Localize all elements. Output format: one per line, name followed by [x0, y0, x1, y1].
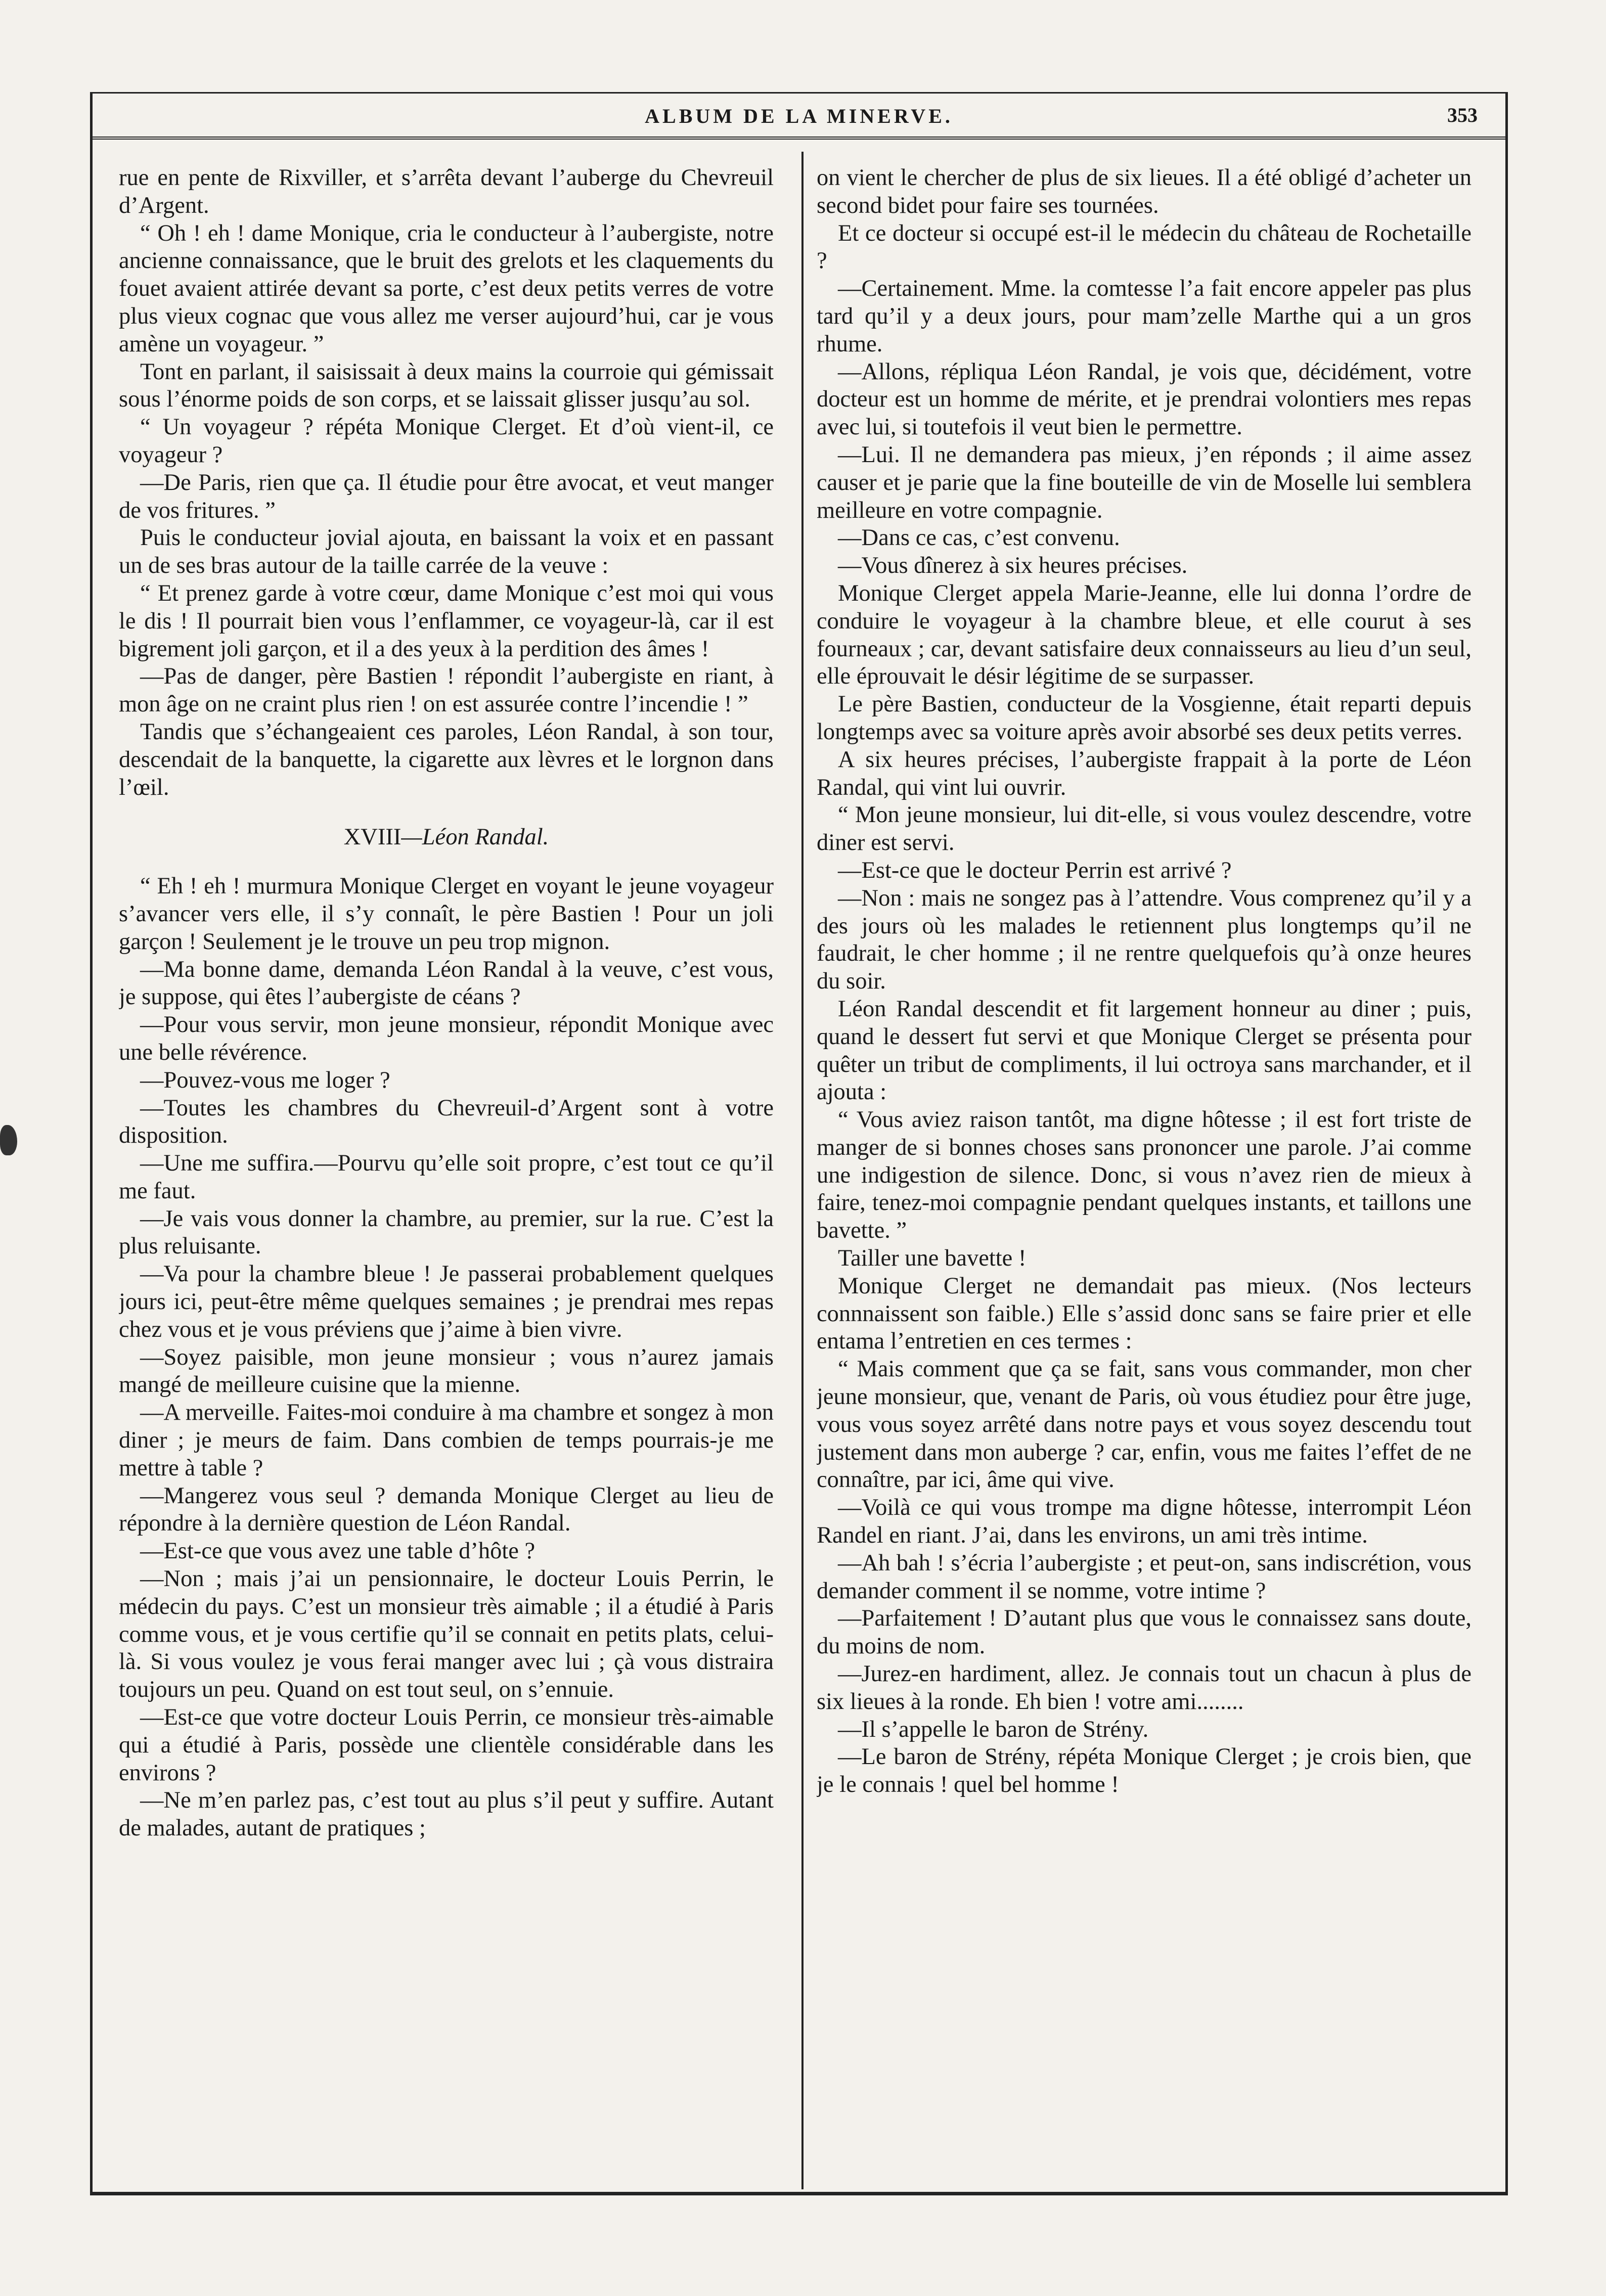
paragraph: —De Paris, rien que ça. Il étudie pour être avocat, et veut manger de vos fritures. ” [119, 469, 774, 523]
paragraph: —Dans ce cas, c’est convenu. [838, 525, 1120, 551]
column-divider [801, 152, 804, 2189]
paragraph: —Voilà ce qui vous trompe ma digne hôtesse, interrompit Léon Randel en riant. J’ai, dans les environs, un ami très intime. [817, 1495, 1471, 1549]
paragraph: —Jurez-en hardiment, allez. Je connais tout un chacun à plus de six lieues à la ronde. Eh bien ! votre ami........ [817, 1661, 1471, 1715]
paragraph: Tailler une bavette ! [838, 1245, 1027, 1272]
right-column [817, 164, 1471, 2182]
running-header [90, 99, 1508, 140]
paragraph: —Pas de danger, père Bastien ! répondit l’aubergiste en riant, à mon âge on ne craint plus rien ! on est assurée contre l’incendie ! ” [119, 663, 774, 717]
paragraph: —Parfaitement ! D’autant plus que vous le connaissez sans doute, du moins de nom. [817, 1605, 1471, 1659]
paragraph: —Est-ce que votre docteur Louis Perrin, ce monsieur très-aimable qui a étudié à Paris, possède une clientèle considérable dans les environs ? [119, 1704, 774, 1786]
chapter-number: XVIII [343, 824, 402, 850]
paragraph: —Va pour la chambre bleue ! Je passerai probablement quelques jours ici, peut-être même quelques semaines ; je prendrai mes repas chez vous et je vous préviens que j’aime à bien vivre. [119, 1261, 774, 1342]
paragraph: —Est-ce que vous avez une table d’hôte ? [140, 1538, 536, 1564]
chapter-heading [119, 824, 774, 851]
paragraph: “ Mais comment que ça se fait, sans vous commander, mon cher jeune monsieur, que, venant de Paris, où vous étudiez pour être juge, vous vous soyez arrêté dans notre pays et vous soyez descendu tout justement dans mon auberge ? car, enfin, vous me faites l’effet de ne connaître, par ici, âme qui vive. [817, 1356, 1471, 1493]
left-column [119, 164, 774, 2182]
paragraph: —Pour vous servir, mon jeune monsieur, répondit Monique avec une belle révérence. [119, 1012, 774, 1065]
paragraph: Le père Bastien, conducteur de la Vosgienne, était reparti depuis longtemps avec sa voiture après avoir absorbé ses deux petits verres. [817, 691, 1471, 745]
paragraph: —Toutes les chambres du Chevreuil-d’Argent sont à votre disposition. [119, 1095, 774, 1149]
paragraph: —Ma bonne dame, demanda Léon Randal à la veuve, c’est vous, je suppose, qui êtes l’aubergiste de céans ? [119, 956, 774, 1010]
paragraph: Léon Randal descendit et fit largement honneur au diner ; puis, quand le dessert fut servi et que Monique Clerget se présenta pour quêter un tribut de compliments, il lui octroya sans marchander, et il ajouta : [817, 996, 1471, 1105]
paragraph: —Non : mais ne songez pas à l’attendre. Vous comprenez qu’il y a des jours où les malades le retiennent plus longtemps qu’il ne faudrait, le cher homme ; il ne rentre quelquefois qu’à onze heures du soir. [817, 885, 1471, 995]
paragraph: Monique Clerget ne demandait pas mieux. (Nos lecteurs connnaissent son faible.) Elle s’assid donc sans se faire prier et elle entama l’entretien en ces termes : [817, 1273, 1471, 1355]
paragraph: —Il s’appelle le baron de Strény. [838, 1716, 1149, 1742]
paragraph: —Soyez paisible, mon jeune monsieur ; vous n’aurez jamais mangé de meilleure cuisine que la mienne. [119, 1344, 774, 1398]
paragraph: Monique Clerget appela Marie-Jeanne, elle lui donna l’ordre de conduire le voyageur à la chambre bleue, et elle courut à ses fourneaux ; car, devant satisfaire deux connaisseurs au lieu d’un seul, elle éprouvait le désir légitime de se surpasser. [817, 580, 1471, 690]
paragraph: —Est-ce que le docteur Perrin est arrivé ? [838, 857, 1232, 883]
paragraph: Et ce docteur si occupé est-il le médecin du château de Rochetaille ? [817, 220, 1471, 274]
paragraph: rue en pente de Rixviller, et s’arrêta devant l’auberge du Chevreuil d’Argent. [119, 165, 774, 218]
page-number: 353 [1447, 104, 1478, 126]
journal-title: ALBUM DE LA MINERVE. [645, 105, 953, 127]
paragraph: “ Eh ! eh ! murmura Monique Clerget en voyant le jeune voyageur s’avancer vers elle, il s’y connaît, le père Bastien ! Pour un joli garçon ! Seulement je le trouve un peu trop mignon. [119, 873, 774, 955]
paragraph: “ Et prenez garde à votre cœur, dame Monique c’est moi qui vous le dis ! Il pourrait bien vous l’enflammer, ce voyageur-là, car il est bigrement joli garçon, et il a des yeux à la perdition des âmes ! [119, 580, 774, 662]
paragraph: —A merveille. Faites-moi conduire à ma chambre et songez à mon diner ; je meurs de faim. Dans combien de temps pourrais-je me mettre à table ? [119, 1400, 774, 1481]
paragraph: “ Un voyageur ? répéta Monique Clerget. Et d’où vient-il, ce voyageur ? [119, 414, 774, 468]
paragraph: Tont en parlant, il saisissait à deux mains la courroie qui gémissait sous l’énorme poids de son corps, et se laissait glisser jusqu’au sol. [119, 358, 774, 413]
paragraph: —Je vais vous donner la chambre, au premier, sur la rue. C’est la plus reluisante. [119, 1205, 774, 1259]
paragraph: Tandis que s’échangeaient ces paroles, Léon Randal, à son tour, descendait de la banquette, la cigarette aux lèvres et le lorgnon dans l’œil. [119, 718, 774, 800]
paragraph: —Une me suffira.—Pourvu qu’elle soit propre, c’est tout ce qu’il me faut. [119, 1150, 774, 1204]
chapter-title: —Léon Randal. [401, 824, 549, 850]
paragraph: “ Mon jeune monsieur, lui dit-elle, si vous voulez descendre, votre diner est servi. [817, 802, 1471, 856]
margin-ink-mark [0, 1125, 17, 1155]
paragraph: —Ah bah ! s’écria l’aubergiste ; et peut-on, sans indiscrétion, vous demander comment il se nomme, votre intime ? [817, 1550, 1471, 1604]
paragraph: Puis le conducteur jovial ajouta, en baissant la voix et en passant un de ses bras autour de la taille carrée de la veuve : [119, 525, 774, 579]
paragraph: —Lui. Il ne demandera pas mieux, j’en réponds ; il aime assez causer et je parie que la fine bouteille de vin de Moselle lui semblera meilleure en votre compagnie. [817, 441, 1471, 523]
paragraph: —Mangerez vous seul ? demanda Monique Clerget au lieu de répondre à la dernière question de Léon Randal. [119, 1482, 774, 1537]
paragraph: —Pouvez-vous me loger ? [140, 1067, 390, 1093]
paragraph: “ Vous aviez raison tantôt, ma digne hôtesse ; il est fort triste de manger de si bonnes choses sans prononcer une parole. J’ai comme une indigestion de silence. Donc, si vous n’avez rien de mieux à faire, tenez-moi compagnie pendant quelques instants, et taillons une bavette. ” [817, 1107, 1471, 1244]
paragraph: —Allons, répliqua Léon Randal, je vois que, décidément, votre docteur est un homme de mérite, et je prendrai volontiers mes repas avec lui, si toutefois il veut bien le permettre. [817, 358, 1471, 440]
paragraph: —Certainement. Mme. la comtesse l’a fait encore appeler pas plus tard qu’il y a deux jours, pour mam’zelle Marthe qui a un gros rhume. [817, 276, 1471, 357]
paragraph: —Ne m’en parlez pas, c’est tout au plus s’il peut y suffire. Autant de malades, autant de pratiques ; [119, 1787, 774, 1841]
paragraph: —Vous dînerez à six heures précises. [838, 553, 1188, 579]
paragraph: —Le baron de Strény, répéta Monique Clerget ; je crois bien, que je le connais ! quel bel homme ! [817, 1744, 1471, 1798]
paragraph: A six heures précises, l’aubergiste frappait à la porte de Léon Randal, qui vint lui ouvrir. [817, 746, 1471, 800]
paragraph: —Non ; mais j’ai un pensionnaire, le docteur Louis Perrin, le médecin du pays. C’est un monsieur très aimable ; il a étudié à Paris comme vous, et je vous certifie qu’il se connait en petits plats, celui-là. Si vous voulez je vous ferai manger avec lui ; çà vous distraira toujours un peu. Quand on est tout seul, on s’ennuie. [119, 1566, 774, 1703]
paragraph: “ Oh ! eh ! dame Monique, cria le conducteur à l’aubergiste, notre ancienne connaissance, que le bruit des grelots et les claquements du fouet avaient attirée devant sa porte, c’est deux petits verres de votre plus vieux cognac que vous allez me verser aujourd’hui, car je vous amène un voyageur. ” [119, 220, 774, 357]
paragraph: on vient le chercher de plus de six lieues. Il a été obligé d’acheter un second bidet pour faire ses tournées. [817, 165, 1471, 218]
